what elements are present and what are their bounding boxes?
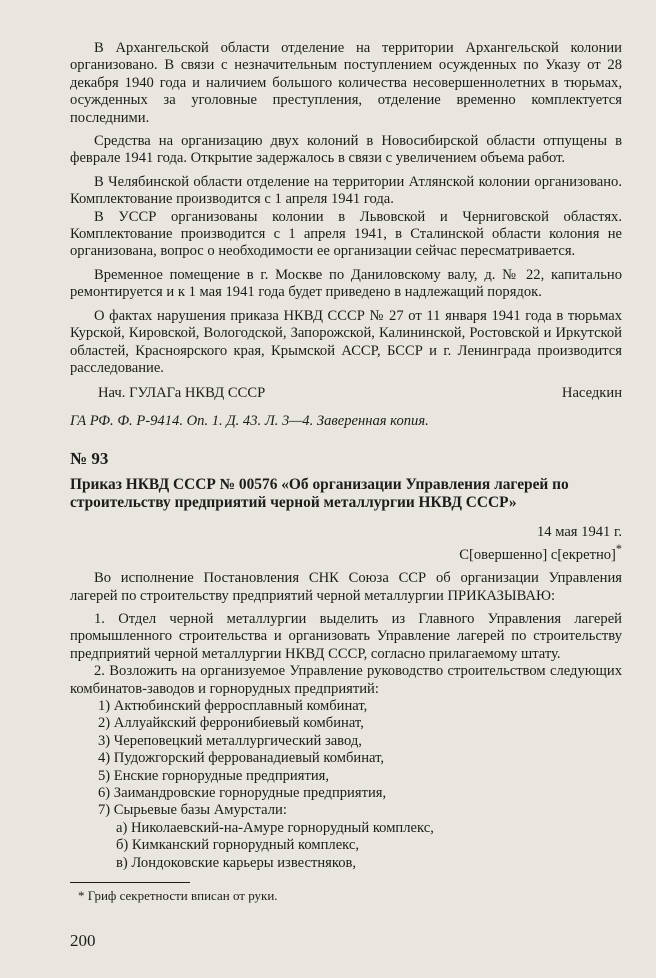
- footnote: * Гриф секретности вписан от руки.: [78, 888, 278, 904]
- enterprise-list: [70, 698, 622, 872]
- page-number: 200: [70, 931, 96, 950]
- document-date: 14 мая 1941 г.: [536, 523, 622, 540]
- paragraph-investigation: О фактах нарушения приказа НКВД СССР № 27 от 11 января 1941 года в тюрьмах Курской, Кировской, Вологодской, Запорожской, Калининской, Ростовской и Иркутской областей, Красноярского края, Крымской АССР, БССР и г. Ленинграда производится расследование.: [70, 307, 622, 376]
- footnote-marker: *: [615, 541, 622, 556]
- list-item: 6) Заимандровские горнорудные предприятия,: [98, 785, 387, 802]
- footnote-divider: [70, 882, 190, 883]
- signature-name: Наседкин: [561, 385, 622, 402]
- order-preamble: Во исполнение Постановления СНК Союза ССР об организации Управления лагерей по строительству предприятий черной металлургии ПРИКАЗЫВАЮ:: [70, 570, 622, 604]
- classification-stamp: [70, 541, 622, 564]
- sub-list-item: в) Лондоковские карьеры известняков,: [116, 854, 357, 871]
- paragraph-ussr: В УССР организованы колонии в Львовской и Черниговской областях. Комплектование производится с 1 апреля 1941, в Сталинской области колония не организована, вопрос о необходимости ее организации сейчас пересматривается.: [70, 208, 622, 260]
- paragraph-novosibirsk: Средства на организацию двух колоний в Новосибирской области отпущены в феврале 1941 года. Открытие задержалось в связи с увеличением объема работ.: [70, 133, 622, 167]
- sub-list-item: б) Кимканский горнорудный комплекс,: [116, 837, 360, 854]
- list-item: 1) Актюбинский ферросплавный комбинат,: [98, 698, 368, 715]
- signature-row: [70, 385, 622, 402]
- list-item: 2) Аллуайкский ферронибиевый комбинат,: [98, 715, 364, 732]
- list-item: 7) Сырьевые базы Амурстали:: [98, 802, 287, 819]
- sub-list-item: а) Николаевский-на-Амуре горнорудный комплекс,: [116, 819, 434, 836]
- document-number: № 93: [70, 449, 109, 469]
- paragraph-chelyabinsk: В Челябинской области отделение на территории Атлянской колонии организовано. Комплектование производится с 1 апреля 1941 года.: [70, 173, 622, 208]
- document-title: Приказ НКВД СССР № 00576 «Об организации Управления лагерей по строительству предприятий черной металлургии НКВД СССР»: [70, 475, 569, 511]
- list-item: 5) Енские горнорудные предприятия,: [98, 767, 329, 784]
- paragraph-moscow: Временное помещение в г. Москве по Даниловскому валу, д. № 22, капитально ремонтируется и к 1 мая 1941 года будет приведено в надлежащий порядок.: [70, 266, 622, 301]
- order-point-2: 2. Возложить на организуемое Управление руководство строительством следующих комбинатов-заводов и горнорудных предприятий:: [70, 663, 622, 697]
- list-item: 3) Череповецкий металлургический завод,: [98, 732, 362, 749]
- paragraph-arkhangelsk: В Архангельской области отделение на территории Архангельской колонии организовано. В связи с незначительным поступлением осужденных по Указу от 28 декабря 1940 года и наличием большого количества несовершеннолетних в тюрьмах, осужденных за уголовные преступления, отделение временно комплектуется последними.: [70, 40, 622, 126]
- list-item: 4) Пудожгорский феррованадиевый комбинат,: [98, 750, 385, 767]
- classification-text: С[овершенно] с[екретно]: [459, 546, 616, 563]
- order-point-1: 1. Отдел черной металлургии выделить из Главного Управления лагерей промышленного строительства и организовать Управление лагерей по строительству предприятий черной металлургии НКВД СССР, согласно прилагаемому штату.: [70, 611, 622, 662]
- signature-position: Нач. ГУЛАГа НКВД СССР: [98, 385, 266, 402]
- archive-source: ГА РФ. Ф. Р-9414. Оп. 1. Д. 43. Л. 3—4. Заверенная копия.: [70, 412, 429, 429]
